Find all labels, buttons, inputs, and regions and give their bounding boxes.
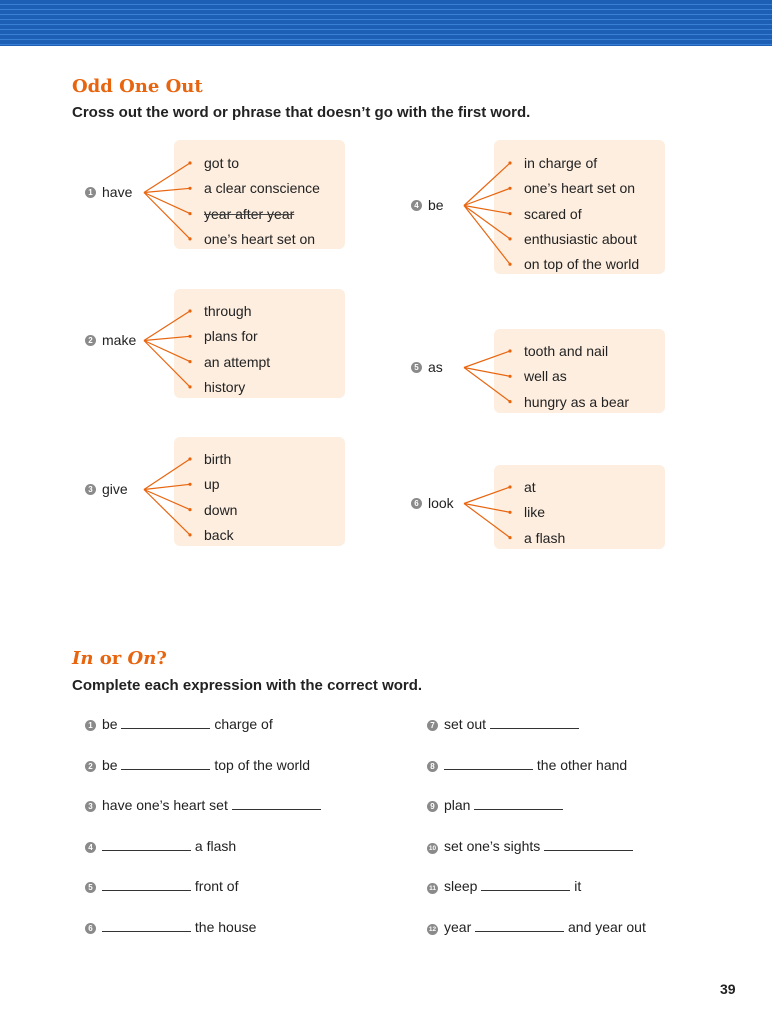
title-on: On: [127, 648, 157, 669]
text-before-blank: set one’s sights: [444, 837, 545, 854]
head-word: look: [428, 495, 454, 511]
text-after-blank: the other hand: [533, 756, 628, 773]
item-number-badge: 2: [85, 335, 96, 346]
item-number-badge: 6: [85, 923, 96, 934]
option-text: scared of: [524, 205, 582, 222]
answer-blank[interactable]: [102, 838, 191, 851]
answer-blank[interactable]: [475, 919, 564, 932]
option-text: plans for: [204, 328, 258, 345]
item-number-badge: 5: [85, 882, 96, 893]
item-number-badge: 7: [427, 720, 438, 731]
answer-blank[interactable]: [474, 797, 563, 810]
page-number: 39: [720, 981, 736, 997]
text-after-blank: and year out: [564, 919, 646, 935]
fill-in-item: [427, 838, 633, 854]
head-word: have: [102, 184, 133, 200]
item-number-badge: 9: [427, 801, 438, 812]
option-text: history: [204, 378, 246, 395]
option-text: a clear conscience: [204, 180, 320, 197]
text-after-blank: front of: [191, 878, 239, 895]
item-number-badge: 12: [428, 926, 437, 933]
text-before-blank: year: [444, 919, 476, 935]
option-text: got to: [204, 155, 240, 171]
in-or-on-instruction: Complete each expression with the correct word.: [72, 677, 423, 694]
answer-blank[interactable]: [444, 757, 533, 770]
option-text: back: [204, 526, 234, 543]
answer-blank[interactable]: [481, 878, 570, 891]
answer-blank[interactable]: [102, 919, 191, 932]
option-text: at: [524, 479, 536, 495]
text-after-blank: it: [570, 878, 582, 895]
option-text: enthusiastic about: [524, 230, 637, 247]
answer-blank[interactable]: [544, 838, 633, 851]
item-number-badge: 3: [85, 801, 96, 812]
text-after-blank: a flash: [191, 837, 237, 854]
option-text: a flash: [524, 529, 566, 546]
text-before-blank: be: [102, 756, 122, 773]
option-text: one’s heart set on: [204, 230, 316, 247]
item-number-badge: 1: [85, 187, 96, 198]
options-box: [174, 289, 345, 398]
head-word: be: [428, 197, 444, 213]
item-number-badge: 3: [85, 484, 96, 495]
option-text: one’s heart set on: [524, 180, 636, 197]
header-band: [0, 0, 772, 46]
options-box: [494, 465, 665, 549]
item-number-badge: 5: [411, 362, 422, 373]
item-number-badge: 2: [85, 761, 96, 772]
text-before-blank: have one’s heart set: [102, 797, 232, 814]
text-after-blank: charge of: [210, 716, 273, 732]
fill-in-item: [427, 797, 563, 813]
answer-blank[interactable]: [102, 878, 191, 891]
text-before-blank: set out: [444, 716, 490, 732]
item-number-badge: 6: [411, 498, 422, 509]
title-or: or: [93, 648, 128, 669]
fill-in-item: [85, 797, 321, 813]
text-before-blank: sleep: [444, 878, 482, 895]
fill-in-item: [427, 919, 646, 935]
head-word: make: [102, 332, 137, 348]
option-text: up: [204, 476, 220, 493]
option-text: in charge of: [524, 155, 598, 171]
option-text: hungry as a bear: [524, 393, 630, 410]
option-text: an attempt: [204, 353, 271, 370]
fill-in-item: [85, 878, 238, 894]
text-before-blank: plan: [444, 797, 475, 814]
fill-in-item: [85, 757, 310, 773]
text-before-blank: be: [102, 716, 122, 732]
option-text: tooth and nail: [524, 343, 609, 359]
option-text: birth: [204, 451, 232, 467]
head-word: give: [102, 481, 128, 497]
fill-in-item: [85, 919, 256, 935]
in-or-on-title: [72, 648, 167, 669]
option-text: on top of the world: [524, 256, 640, 273]
text-after-blank: the house: [191, 919, 257, 935]
answer-blank[interactable]: [490, 716, 579, 729]
title-question-mark: ?: [156, 648, 167, 669]
options-box: [174, 437, 345, 546]
answer-blank[interactable]: [121, 757, 210, 770]
answer-blank[interactable]: [121, 716, 210, 729]
fill-in-item: [427, 878, 581, 894]
head-word: as: [428, 359, 443, 375]
title-in: In: [72, 648, 94, 669]
fill-in-item: [427, 716, 579, 732]
item-number-badge: 4: [85, 842, 96, 853]
odd-one-out-instruction: Cross out the word or phrase that doesn’t go with the first word.: [72, 104, 531, 121]
item-number-badge: 4: [411, 200, 422, 211]
item-number-badge: 11: [427, 883, 438, 894]
item-number-badge: 1: [85, 720, 96, 731]
option-text: through: [204, 303, 252, 319]
item-number-badge: 10: [428, 844, 437, 852]
fill-in-item: [427, 757, 627, 773]
option-text-crossed-out: year after year: [204, 205, 295, 222]
answer-blank[interactable]: [232, 797, 321, 810]
item-number-badge: 8: [427, 761, 438, 772]
fill-in-item: [85, 716, 273, 732]
option-text: down: [204, 501, 238, 518]
fill-in-item: [85, 838, 236, 854]
option-text: well as: [524, 368, 567, 385]
odd-one-out-title: Odd One Out: [72, 76, 203, 97]
text-after-blank: top of the world: [210, 756, 311, 773]
option-text: like: [524, 504, 546, 521]
